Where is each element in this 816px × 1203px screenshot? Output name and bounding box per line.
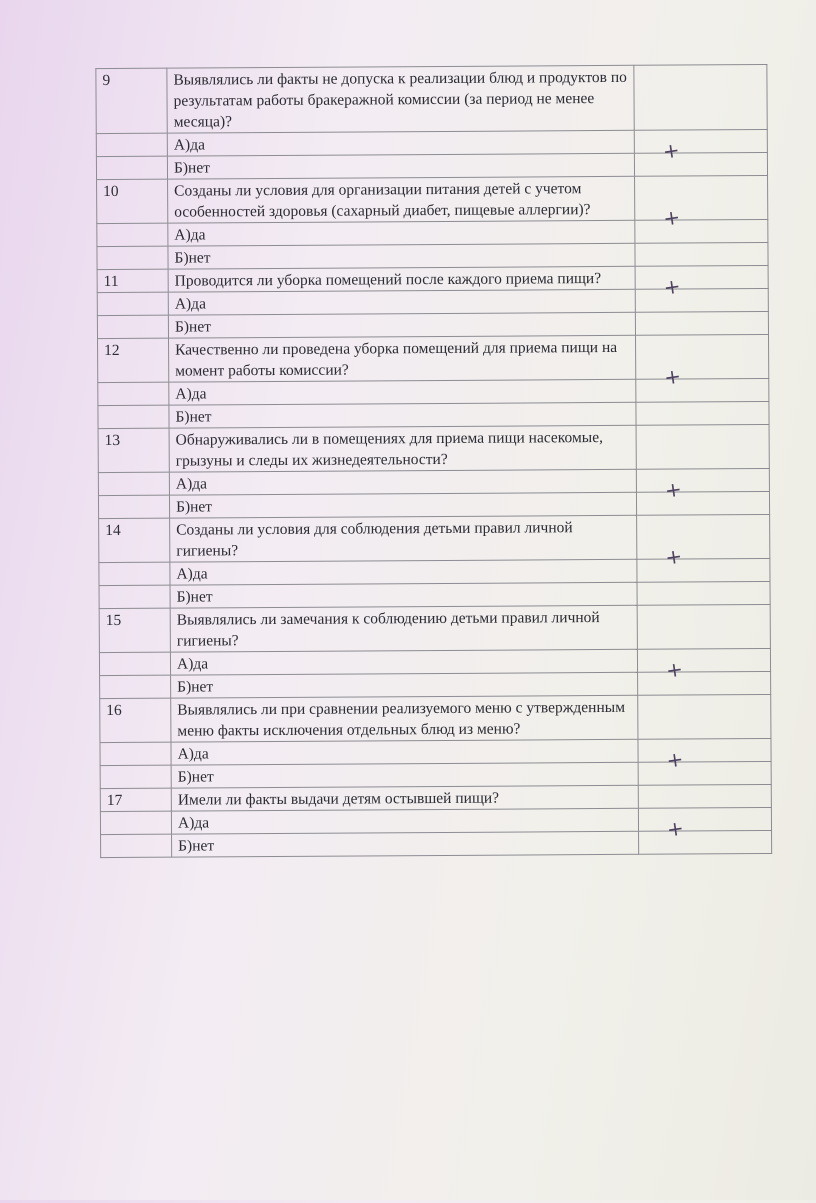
question-text: Имели ли факты выдачи детям остывшей пищи? xyxy=(171,785,638,811)
answer-mark-cell xyxy=(636,476,769,515)
question-row xyxy=(99,604,770,652)
question-row xyxy=(100,694,771,742)
question-mark-cell xyxy=(636,424,769,469)
answer-number-cell xyxy=(99,652,170,675)
handwritten-plus-mark: + xyxy=(662,363,683,390)
answer-mark-cell xyxy=(634,129,767,153)
question-number: 10 xyxy=(97,179,168,223)
question-mark-cell xyxy=(637,514,770,559)
handwritten-plus-mark: + xyxy=(664,656,685,683)
answer-mark-cell xyxy=(635,273,768,312)
answer-mark-cell xyxy=(635,242,768,266)
survey-table xyxy=(95,64,772,858)
answer-number-cell xyxy=(97,246,168,269)
answer-option-label: Б)нет xyxy=(169,492,636,518)
question-number: 15 xyxy=(99,608,170,652)
answer-option-label: Б)нет xyxy=(167,153,634,179)
handwritten-plus-mark: + xyxy=(664,746,685,773)
answer-mark-cell xyxy=(638,738,771,762)
question-text: Обнаруживались ли в помещениях для приема пищи насекомые, грызуны и следы их жизнедеятельности? xyxy=(169,425,636,472)
answer-mark-cell xyxy=(638,656,771,695)
answer-mark-cell xyxy=(636,401,769,425)
answer-option-label: А)да xyxy=(170,649,637,675)
answer-number-cell xyxy=(98,405,169,428)
answer-number-cell xyxy=(100,811,171,834)
answer-number-cell xyxy=(99,585,170,608)
answer-option-label: А)да xyxy=(171,808,638,834)
question-mark-cell xyxy=(638,784,771,808)
answer-mark-cell xyxy=(635,204,768,243)
answer-number-cell xyxy=(101,834,172,857)
answer-number-cell xyxy=(96,133,167,156)
question-text: Выявлялись ли замечания к соблюдению детьми правил личной гигиены? xyxy=(170,605,637,652)
answer-number-cell xyxy=(97,315,168,338)
answer-option-label: А)да xyxy=(168,289,635,315)
answer-option-label: А)да xyxy=(170,559,637,585)
answer-option-label: А)да xyxy=(168,220,635,246)
question-number: 17 xyxy=(100,788,171,811)
handwritten-plus-mark: + xyxy=(663,476,684,503)
answer-number-cell xyxy=(99,562,170,585)
answer-option-label: А)да xyxy=(169,469,636,495)
answer-option-label: Б)нет xyxy=(168,312,635,338)
answer-option-label: А)да xyxy=(167,130,634,156)
question-row xyxy=(96,64,767,133)
question-row xyxy=(98,424,769,472)
answer-option-row xyxy=(101,830,772,857)
question-mark-cell xyxy=(638,694,771,739)
question-number: 13 xyxy=(98,428,169,472)
answer-mark-cell xyxy=(635,311,768,335)
answer-number-cell xyxy=(100,742,171,765)
answer-option-label: Б)нет xyxy=(168,243,635,269)
answer-number-cell xyxy=(97,292,168,315)
answer-option-label: Б)нет xyxy=(170,582,637,608)
answer-mark-cell xyxy=(637,648,770,672)
question-text: Созданы ли условия для организации питания детей с учетом особенностей здоровья (сахарный диабет, пищевые аллергии)? xyxy=(168,176,635,223)
answer-mark-cell xyxy=(636,468,769,492)
question-number: 14 xyxy=(99,518,170,562)
handwritten-plus-mark: + xyxy=(665,815,686,842)
answer-number-cell xyxy=(98,472,169,495)
answer-number-cell xyxy=(100,765,171,788)
question-mark-cell xyxy=(635,265,768,289)
handwritten-plus-mark: + xyxy=(661,137,682,164)
question-mark-cell xyxy=(637,604,770,649)
question-text: Качественно ли проведена уборка помещений для приема пищи на момент работы комиссии? xyxy=(169,335,636,382)
answer-option-label: Б)нет xyxy=(172,831,639,857)
answer-mark-cell xyxy=(639,815,772,854)
question-number: 12 xyxy=(98,338,169,382)
answer-mark-cell xyxy=(638,746,771,785)
question-text: Выявлялись ли при сравнении реализуемого меню с утвержденным меню факты исключения отдельных блюд из меню? xyxy=(171,695,638,742)
answer-mark-cell xyxy=(636,363,769,402)
answer-number-cell xyxy=(97,223,168,246)
question-number: 16 xyxy=(100,698,171,742)
question-number: 9 xyxy=(96,68,167,133)
answer-number-cell xyxy=(100,675,171,698)
question-text: Выявлялись ли факты не допуска к реализации блюд и продуктов по результатам работы бракеражной комиссии (за период не менее месяца)? xyxy=(167,65,634,133)
answer-number-cell xyxy=(98,382,169,405)
answer-option-label: Б)нет xyxy=(169,402,636,428)
answer-option-label: Б)нет xyxy=(171,672,638,698)
handwritten-plus-mark: + xyxy=(661,204,682,231)
answer-mark-cell xyxy=(634,137,767,176)
survey-table-body xyxy=(96,64,772,857)
answer-option-label: Б)нет xyxy=(171,762,638,788)
question-text: Проводится ли уборка помещений после каждого приема пищи? xyxy=(168,266,635,292)
question-text: Созданы ли условия для соблюдения детьми правил личной гигиены? xyxy=(170,515,637,562)
question-mark-cell xyxy=(635,175,768,220)
question-number: 11 xyxy=(97,269,168,292)
question-mark-cell xyxy=(634,64,767,130)
question-mark-cell xyxy=(635,334,768,379)
handwritten-plus-mark: + xyxy=(663,543,684,570)
answer-option-label: А)да xyxy=(169,379,636,405)
handwritten-plus-mark: + xyxy=(661,273,683,300)
answer-mark-cell xyxy=(637,581,770,605)
answer-number-cell xyxy=(96,156,167,179)
answer-mark-cell xyxy=(637,543,770,582)
answer-option-label: А)да xyxy=(171,739,638,765)
answer-number-cell xyxy=(98,495,169,518)
answer-mark-cell xyxy=(638,807,771,831)
